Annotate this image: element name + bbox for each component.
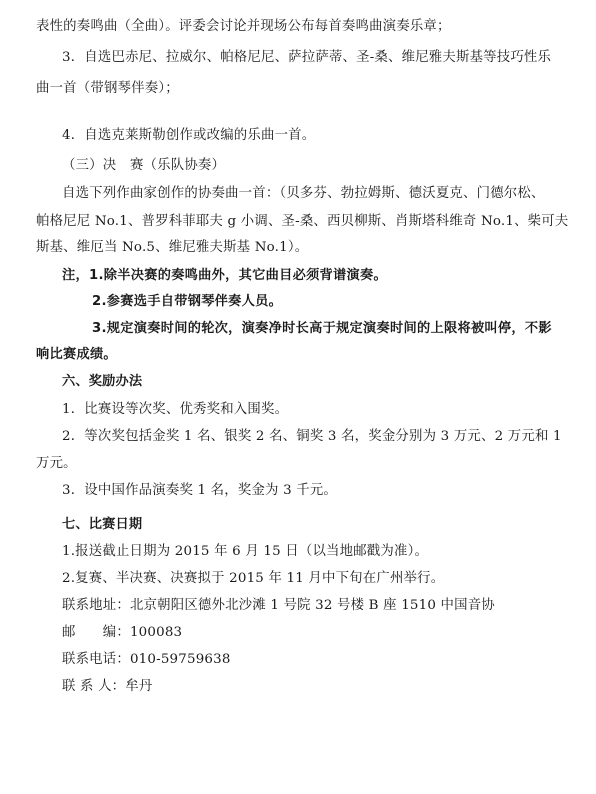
text-line: 斯基、维厄当 No.5、维尼雅夫斯基 No.1）。	[36, 240, 309, 255]
note-line: 注，1.除半决赛的奏鸣曲外，其它曲目必须背谱演奏。	[62, 268, 387, 283]
section-heading: 六、奖励办法	[62, 374, 143, 389]
contact-postcode: 邮 编：100083	[62, 625, 183, 640]
section-subheading: （三）决 赛（乐队协奏）	[62, 158, 226, 173]
text-line: 帕格尼尼 No.1、普罗科菲耶夫 g 小调、圣-桑、西贝柳斯、肖斯塔科维奇 No.1、柴可夫	[36, 214, 569, 229]
text-line: 曲一首（带钢琴伴奏）；	[36, 81, 179, 96]
text-line: 1．比赛设等次奖、优秀奖和入围奖。	[62, 402, 289, 417]
text-line: 3．设中国作品演奏奖 1 名，奖金为 3 千元。	[62, 483, 338, 498]
contact-phone: 联系电话：010-59759638	[62, 652, 231, 667]
text-line: 万元。	[36, 456, 77, 471]
section-heading: 七、比赛日期	[62, 517, 143, 532]
text-line: 2．等次奖包括金奖 1 名、银奖 2 名、铜奖 3 名，奖金分别为 3 万元、2 万元和 1	[62, 429, 562, 444]
text-line: 3．自选巴赤尼、拉威尔、帕格尼尼、萨拉萨蒂、圣-桑、维尼雅夫斯基等技巧性乐	[62, 50, 552, 65]
contact-address: 联系地址：北京朝阳区德外北沙滩 1 号院 32 号楼 B 座 1510 中国音协	[62, 598, 495, 613]
contact-person: 联 系 人：牟丹	[62, 679, 153, 694]
text-line: 2.复赛、半决赛、决赛拟于 2015 年 11 月中下旬在广州举行。	[62, 571, 445, 586]
note-line: 3.规定演奏时间的轮次，演奏净时长高于规定演奏时间的上限将被叫停，不影	[92, 321, 552, 336]
text-line: 1.报送截止日期为 2015 年 6 月 15 日（以当地邮戳为准）。	[62, 544, 429, 559]
text-line: 表性的奏鸣曲（全曲）。评委会讨论并现场公布每首奏鸣曲演奏乐章；	[36, 19, 451, 34]
note-line: 响比赛成绩。	[36, 347, 117, 362]
note-line: 2.参赛选手自带钢琴伴奏人员。	[92, 294, 283, 309]
text-line: 4．自选克莱斯勒创作或改编的乐曲一首。	[62, 128, 316, 143]
text-line: 自选下列作曲家创作的协奏曲一首：（贝多芬、勃拉姆斯、德沃夏克、门德尔松、	[62, 186, 545, 201]
